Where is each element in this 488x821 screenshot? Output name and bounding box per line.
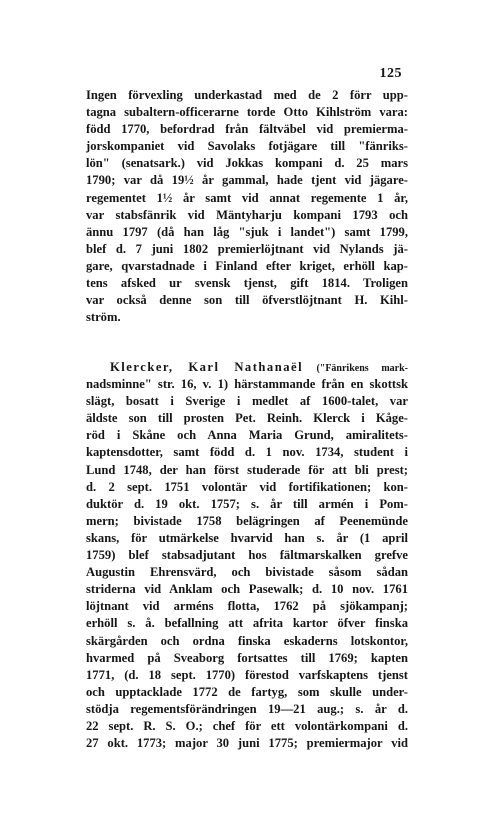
text-line: lön" (senatsark.) vid Jokkas kompani d. 25 mars: [86, 156, 408, 171]
text-line: 22 sept. R. S. O.; chef för ett volontärkompani d.: [86, 718, 408, 733]
text-line: 1759) blef stabsadjutant hos fältmarskalken grefve: [86, 548, 408, 563]
text-line: Ingen förvexling underkastad med de 2 förr upp-: [86, 88, 408, 102]
text-line: slägt, bosatt i Sverige i medlet af 1600-talet, var: [86, 394, 408, 409]
text-line: striderna vid Anklam och Pasewalk; d. 10 nov. 1761: [86, 582, 408, 597]
text-line: mern; bivistade 1758 belägringen af Peenemünde: [86, 513, 408, 528]
text-line: kaptensdotter, samt född d. 1 nov. 1734, student i: [86, 445, 408, 460]
text-line: och upptacklade 1772 de fartyg, som skulle under-: [86, 684, 408, 699]
text-line: skärgården och ordna finska eskaderns lotskontor,: [86, 633, 408, 648]
text-line: tagna subaltern-officerarne torde Otto Kihlström vara:: [86, 105, 408, 120]
text-line: Lund 1748, der han först studerade för att bli prest;: [86, 462, 408, 477]
entry-heading-reference: ("Fänrikens mark-: [316, 363, 408, 374]
entry-heading-line: [86, 359, 408, 376]
text-line: regementet 1½ år samt vid annat regemente 1 år,: [86, 190, 408, 205]
entry-heading-name: Klercker, Karl Nathanaël: [110, 360, 304, 374]
page-number: 125: [379, 66, 402, 81]
text-line: gare, qvarstadnade i Finland efter kriget, erhöll kap-: [86, 258, 408, 273]
text-line: 27 okt. 1773; major 30 juni 1775; premiermajor vid: [86, 736, 408, 751]
paragraph-kihlstrom: [86, 87, 408, 326]
text-line: äldste son till prosten Pet. Reinh. Klerck i Kåge-: [86, 411, 408, 426]
text-line: blef d. 7 juni 1802 premierlöjtnant vid Nylands jä-: [86, 241, 408, 256]
text-line: ännu 1797 (då han låg "sjuk i landet") samt 1799,: [86, 224, 408, 239]
text-line: 1790; var då 19½ år gammal, hade tjent vid jägare-: [86, 173, 408, 188]
text-line: var också denne son till öfverstlöjtnant H. Kihl-: [86, 293, 408, 308]
text-line: stödja regementsförändringen 19—21 aug.; s. år d.: [86, 701, 408, 716]
text-line: tens afsked ur svensk tjenst, gift 1814. Troligen: [86, 276, 408, 291]
text-line: Augustin Ehrensvärd, och bivistade såsom sådan: [86, 565, 408, 580]
paragraph-klercker: [86, 359, 408, 752]
text-line: röd i Skåne och Anna Maria Grund, amiralitets-: [86, 428, 408, 443]
text-line: löjtnant vid arméns flotta, 1762 på sjökampanj;: [86, 599, 408, 614]
text-line: nadsminne" str. 16, v. 1) härstammande från en skottsk: [86, 377, 408, 392]
text-line: skans, för utmärkelse hvarvid han s. år (1 april: [86, 530, 408, 545]
text-line: 1771, (d. 18 sept. 1770) förestod varfskaptens tjenst: [86, 667, 408, 682]
text-line: duktör d. 19 okt. 1757; s. år till armén i Pom-: [86, 496, 408, 511]
text-line: ström.: [86, 310, 121, 325]
text-line: var stabsfänrik vid Mäntyharju kompani 1793 och: [86, 207, 408, 222]
text-line: erhöll s. å. befallning att afrita kartor öfver finska: [86, 616, 408, 631]
text-line: hvarmed på Sveaborg fortsattes till 1769; kapten: [86, 650, 408, 665]
text-line: jorskompaniet vid Savolaks fotjägare till "fänriks-: [86, 139, 408, 154]
text-line: född 1770, befordrad från fältväbel vid premierma-: [86, 122, 408, 137]
text-line: d. 2 sept. 1751 volontär vid fortifikationen; kon-: [86, 479, 408, 494]
